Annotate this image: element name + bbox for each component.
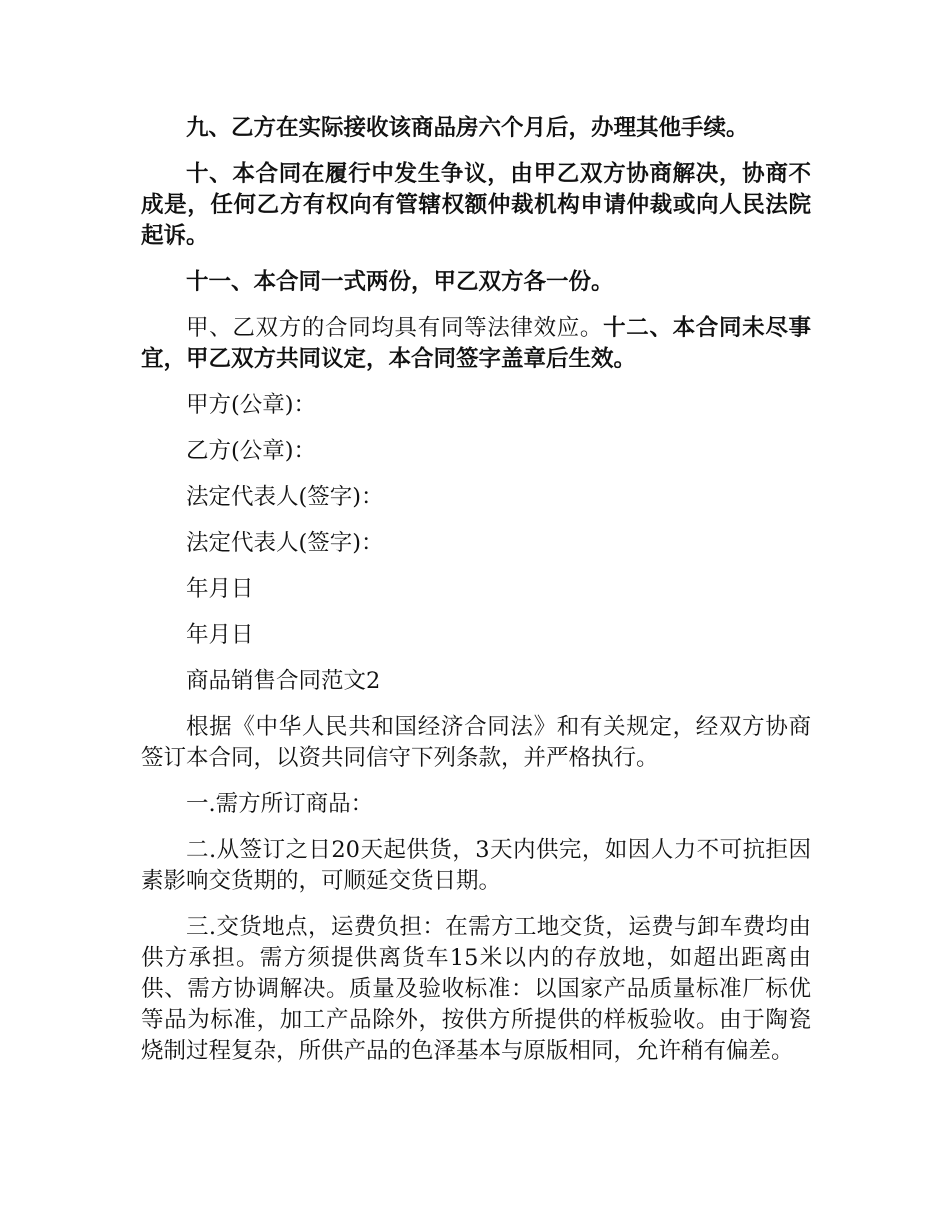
party-b-seal-line: 乙方(公章)： <box>186 438 317 464</box>
party-a-seal-line: 甲方(公章)： <box>186 392 317 418</box>
clause-two-paragraph: 二.从签订之日20天起供货，3天内供完，如因人力不可抗拒因素影响交货期的，可顺延交货日期。 <box>141 837 811 894</box>
document-page <box>141 113 811 1067</box>
clause-11-paragraph: 十一、本合同一式两份，甲乙双方各一份。 <box>186 269 614 295</box>
equal-effect-sentence: 甲、乙双方的合同均具有同等法律效应。 <box>186 315 604 341</box>
clause-12-paragraph <box>141 313 811 375</box>
clause-10-paragraph: 十、本合同在履行中发生争议，由甲乙双方协商解决，协商不成是，任何乙方有权向有管辖权额仲裁机构申请仲裁或向人民法院起诉。 <box>141 161 811 249</box>
section-title: 商品销售合同范文2 <box>186 668 381 694</box>
clause-three-paragraph: 三.交货地点，运费负担：在需方工地交货，运费与卸车费均由供方承担。需方须提供离货车15米以内的存放地，如超出距离由供、需方协调解决。质量及验收标准：以国家产品质量标准厂标优等品为标准，加工产品除外，按供方所提供的样板验收。由于陶瓷烧制过程复杂，所供产品的色泽基本与原版相同，允许稍有偏差。 <box>141 914 811 1064</box>
date-line-a: 年月日 <box>186 576 254 602</box>
date-line-b: 年月日 <box>186 622 254 648</box>
clause-12-text: 十二、本合同未尽事宜，甲乙双方共同议定，本合同签字盖章后生效。 <box>141 315 811 372</box>
legal-rep-signature-line-a: 法定代表人(签字)： <box>186 484 384 510</box>
intro-paragraph: 根据《中华人民共和国经济合同法》和有关规定，经双方协商签订本合同，以资共同信守下列条款，并严格执行。 <box>141 714 811 771</box>
legal-rep-signature-line-b: 法定代表人(签字)： <box>186 530 384 556</box>
clause-one-paragraph: 一.需方所订商品： <box>186 791 374 817</box>
clause-9-paragraph: 九、乙方在实际接收该商品房六个月后，办理其他手续。 <box>186 115 749 141</box>
